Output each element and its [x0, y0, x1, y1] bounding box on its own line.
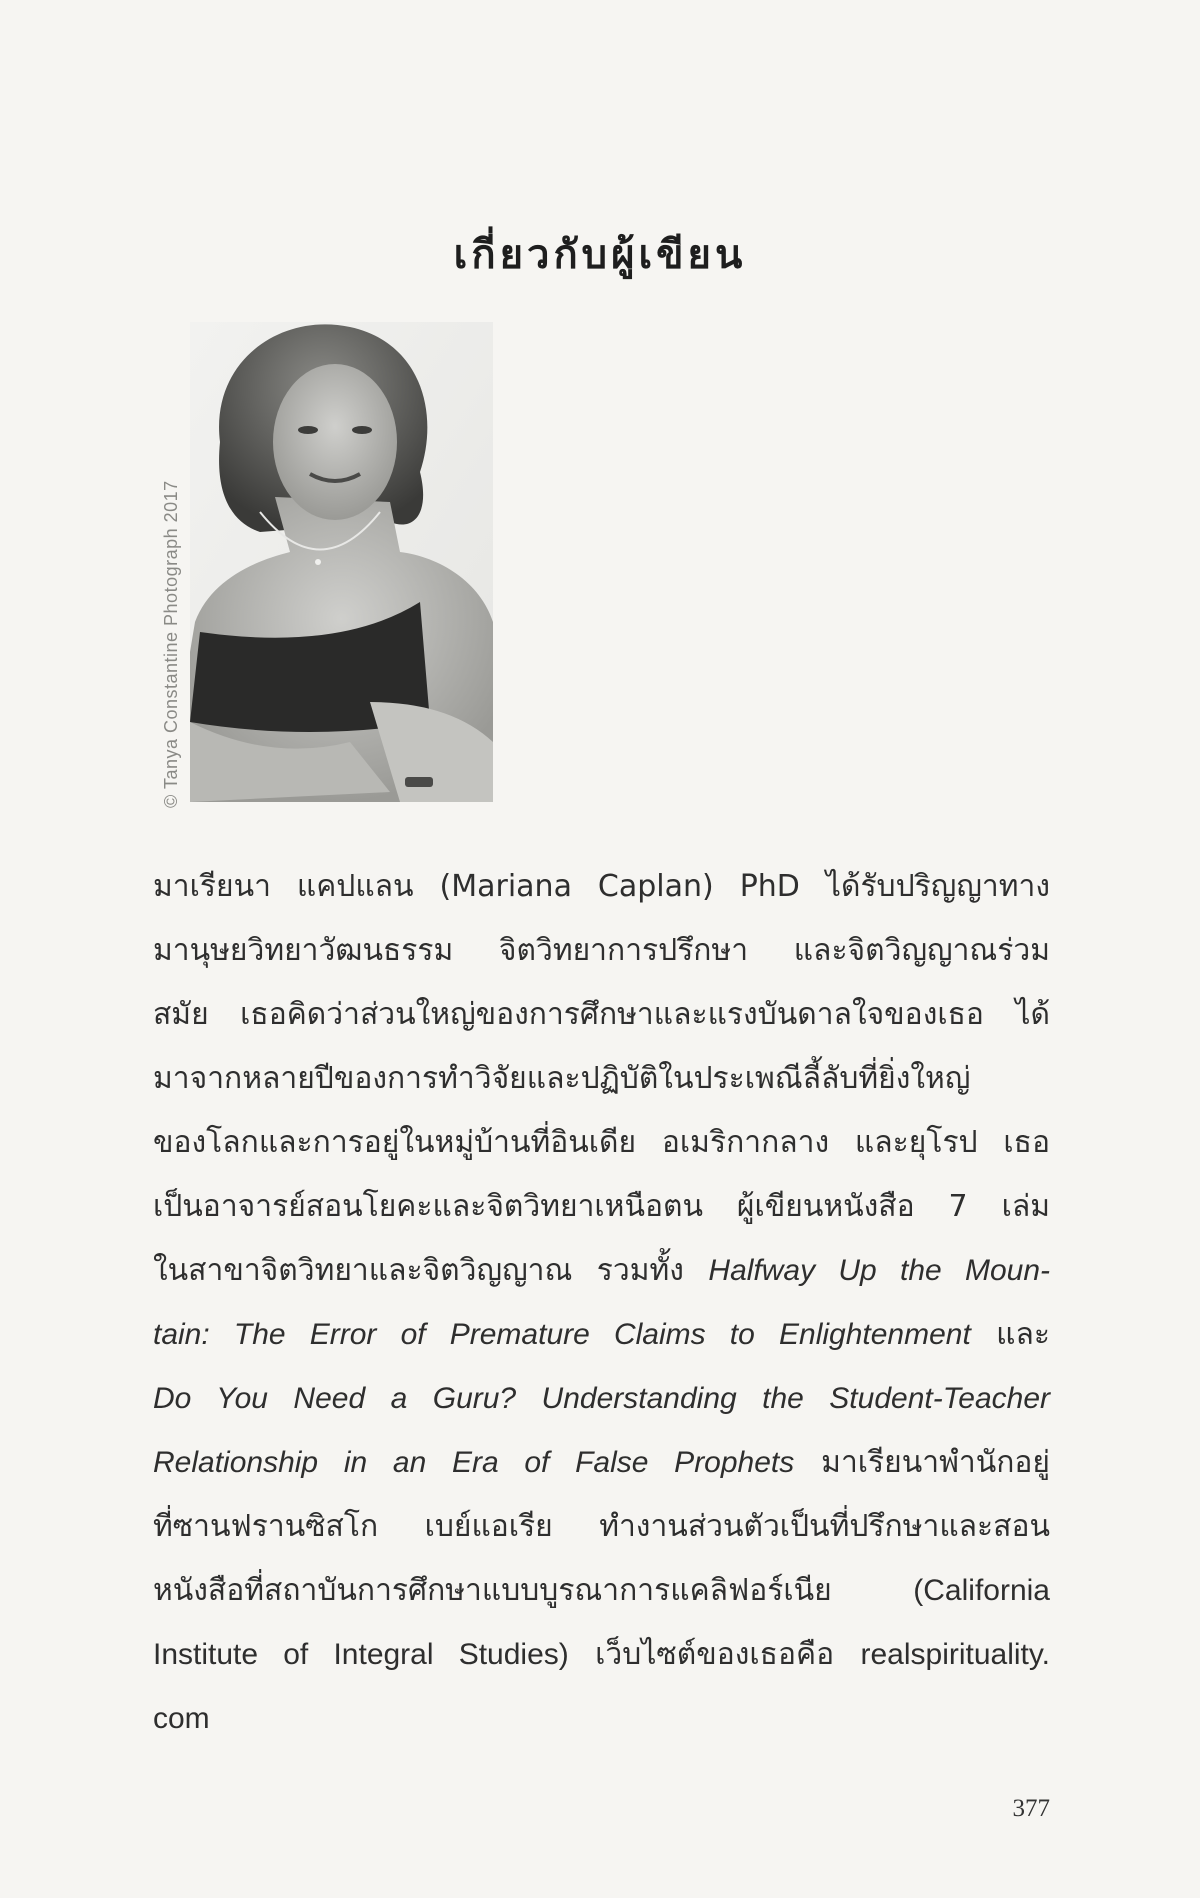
author-photo — [190, 322, 493, 802]
bio-line: ของโลกและการอยู่ในหมู่บ้านที่อินเดีย อเมริกากลาง และยุโรป เธอ — [153, 1125, 1050, 1160]
book-title: Relationship in an Era of False Prophets — [153, 1446, 795, 1479]
bio-line — [153, 1623, 1050, 1687]
page-title: เกี่ยวกับผู้เขียน — [453, 232, 747, 278]
bio-text: เว็บไซต์ของเธอคือ — [568, 1637, 861, 1672]
bio-line: มาเรียนา แคปแลน (Mariana Caplan) PhD ได้รับปริญญาทาง — [153, 869, 1050, 904]
website-link: com — [153, 1702, 210, 1735]
bio-text: ในสาขาจิตวิทยาและจิตวิญญาณ รวมทั้ง — [153, 1253, 709, 1288]
bio-line: เป็นอาจารย์สอนโยคะและจิตวิทยาเหนือตน ผู้เขียนหนังสือ 7 เล่ม — [153, 1189, 1050, 1224]
bio-line: มานุษยวิทยาวัฒนธรรม จิตวิทยาการปรึกษา และจิตวิญญาณร่วม — [153, 933, 1050, 968]
page-number: 377 — [1012, 1795, 1050, 1822]
bio-line — [153, 1431, 1050, 1495]
bio-line — [153, 1303, 1050, 1367]
bio-line — [153, 1367, 1050, 1431]
bio-line — [153, 1559, 1050, 1623]
bio-line — [153, 1687, 1050, 1751]
bio-line: สมัย เธอคิดว่าส่วนใหญ่ของการศึกษาและแรงบันดาลใจของเธอ ได้ — [153, 997, 1050, 1032]
book-title: tain: The Error of Premature Claims to Enlightenment — [153, 1318, 971, 1351]
photo-credit: © Tanya Constantine Photograph 2017 — [161, 480, 181, 808]
bio-text: (California — [913, 1574, 1050, 1607]
website-link: realspirituality. — [860, 1638, 1050, 1671]
bio-line — [153, 1239, 1050, 1303]
book-title: Do You Need a Guru? Understanding the Student-Teacher — [153, 1382, 1050, 1415]
book-title: Halfway Up the Moun- — [708, 1254, 1050, 1287]
author-biography — [153, 855, 1050, 1751]
bio-line: ที่ซานฟรานซิสโก เบย์แอเรีย ทำงานส่วนตัวเป็นที่ปรึกษาและสอน — [153, 1509, 1050, 1544]
bio-text: มาเรียนาพำนักอยู่ — [794, 1445, 1050, 1480]
bio-text: หนังสือที่สถาบันการศึกษาแบบบูรณาการแคลิฟอร์เนีย — [153, 1573, 914, 1608]
bio-text: Institute of Integral Studies) — [153, 1638, 569, 1671]
bio-text: และ — [970, 1317, 1050, 1352]
bio-line: มาจากหลายปีของการทำวิจัยและปฏิบัติในประเพณีลี้ลับที่ยิ่งใหญ่ — [153, 1061, 971, 1096]
